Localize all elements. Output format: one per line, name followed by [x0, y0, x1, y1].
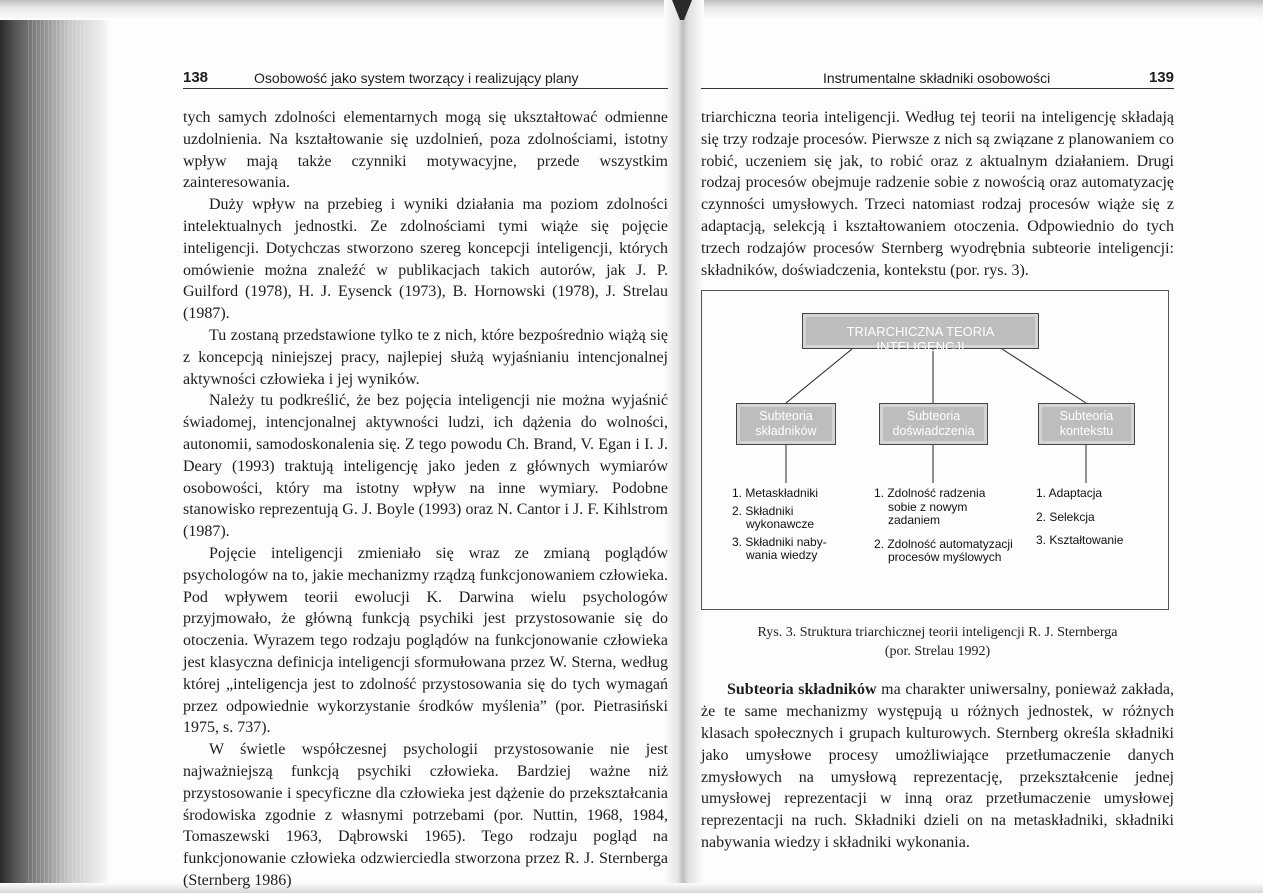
right-page — [701, 66, 1174, 854]
paragraph: Duży wpływ na przebieg i wyniki działania ma poziom zdolności intelektualnych jednostki. Ze zdolnościami tymi wiąże się pojęcie inteligencji. Dotychczas stworzono szereg koncepcji inteligencji, których omówienie można znaleźć w publikacjach takich autorów, jak J. P. Guilford (1978), H. J. Eysenck (1973), B. Hornowski (1978), J. Strelau (1987). — [183, 196, 668, 323]
box-label: Subteoria — [906, 409, 961, 424]
box-label: Subteoria — [1059, 409, 1114, 424]
bold-term: Subteoria składników — [727, 681, 877, 699]
right-page-number: 139 — [1148, 69, 1174, 86]
list-item: wykonawcze — [746, 517, 815, 532]
list-item: sobie z nowym — [888, 499, 968, 514]
box-label: doświadczenia — [892, 424, 975, 439]
box-label: składników — [755, 424, 817, 439]
diagram-box-kontekstu — [1038, 403, 1135, 445]
list-item: 2. Zdolność automatyzacji — [874, 536, 1013, 551]
book-gutter — [664, 0, 704, 893]
connector-line — [1002, 349, 1086, 403]
paragraph — [701, 679, 1174, 853]
list-item: zadaniem — [888, 513, 941, 528]
diagram-list-kontekstu — [1036, 487, 1156, 552]
right-body-text — [701, 107, 1174, 281]
right-running-head — [701, 66, 1174, 89]
figure-caption — [701, 623, 1174, 661]
paragraph: Należy tu podkreślić, że bez pojęcia inteligencji nie można wyjaśnić świadomej, intencjonalnej aktywności ludzi, ich dążenia do wolności, autonomii, samodoskonalenia się. Z tego powodu Ch. Brand, V. Egan i I. J. Deary (1993) traktują inteligencję jako jeden z głównych wymiarów osobowości, który ma istotny wpływ na inne wymiary. Podobne stanowisko reprezentują G. J. Boyle (1993) oraz N. Cantor i J. F. Kihlstrom (1987). — [183, 392, 668, 541]
list-item: 2. Składniki — [732, 503, 794, 518]
diagram-top-box: TRIARCHICZNA TEORIA INTELIGENCJI — [802, 313, 1039, 349]
caption-line: Rys. 3. Struktura triarchicznej teorii inteligencji R. J. Sternberga — [757, 625, 1118, 641]
caption-line: (por. Strelau 1992) — [884, 644, 991, 660]
diagram-box-doswiadczenia — [879, 403, 988, 445]
intro-paragraph: triarchiczna teoria inteligencji. Według tej teorii na inteligencję składają się trzy rodzaje procesów. Pierwsze z nich są związane z planowaniem co robić, uczeniem się jak, to robić oraz z aktualnym działaniem. Drugi rodzaj procesów obejmuje radzenie sobie z nowością oraz automatyzację czynności umysłowych. Trzeci natomiast rodzaj procesów wiąże się z adaptacją, selekcją i kształtowaniem otoczenia. Odpowiednio do tych trzech rodzajów procesów Sternberg wyodrębnia subteorie inteligencji: składników, doświadczenia, kontekstu (por. rys. 3). — [701, 109, 1174, 279]
list-item: 2. Selekcja — [1036, 509, 1095, 524]
left-page-number: 138 — [183, 69, 209, 86]
left-running-title: Osobowość jako system tworzący i realizujący plany — [254, 70, 579, 86]
list-item: procesów myślowych — [888, 550, 1002, 565]
diagram-list-skladnikow — [732, 487, 862, 567]
list-item: 1. Metaskładniki — [732, 486, 819, 501]
triarchic-theory-diagram — [701, 290, 1169, 610]
diagram-list-doswiadczenia — [874, 487, 1034, 569]
left-body-text — [183, 107, 668, 892]
box-label: kontekstu — [1059, 424, 1114, 439]
box-label: Subteoria — [759, 409, 813, 424]
list-item: 3. Składniki naby- — [732, 534, 827, 549]
paragraph: tych samych zdolności elementarnych mogą się ukształtować odmienne uzdolnienia. Na kształtowanie się uzdolnień, poza zdolnościami, istotny wpływ mają także czynniki motywacyjne, przede wszystkim zainteresowania. — [183, 109, 668, 192]
left-page — [183, 66, 668, 892]
paragraph: W świetle współczesnej psychologii przystosowanie nie jest najważniejszą funkcją psychiki człowieka. Bardziej ważne niż przystosowanie i specyficzne dla człowieka jest dążenie do przekształcania środowiska zgodnie z własnymi potrzebami (por. Nuttin, 1968, 1984, Tomaszewski 1963, Dąbrowski 1965). Tego rodzaju pogląd na funkcjonowanie człowieka odzwierciedla stworzona przez R. J. Sternberga (Sternberg 1986) — [183, 741, 668, 889]
connector-line — [786, 349, 852, 403]
diagram-box-skladnikow — [736, 403, 836, 445]
list-item: wania wiedzy — [746, 548, 818, 563]
list-item: 1. Zdolność radzenia — [874, 486, 986, 501]
right-body-text-after-figure — [701, 679, 1174, 853]
top-scan-border — [0, 0, 1263, 20]
left-running-head — [183, 66, 668, 89]
list-item: 3. Kształtowanie — [1036, 533, 1124, 548]
page-stack-edges — [28, 0, 88, 893]
paragraph-text: ma charakter uniwersalny, ponieważ zakłada, że te same mechanizmy występują u różnych jednostek, w różnych klasach społecznych i grupach kulturowych. Sternberg określa składniki jako umysłowe procesy umożliwiające przetłumaczenie danych zmysłowych na umysłową reprezentację, przekształcenie jednej umysłowej reprezentacji w inną oraz przetłumaczenie umysłowej reprezentacji na ruch. Składniki dzieli on na metaskładniki, składniki nabywania wiedzy i składniki wykonania. — [701, 681, 1175, 851]
paragraph: Pojęcie inteligencji zmieniało się wraz ze zmianą poglądów psychologów na to, jakie mechanizmy rządzą funkcjonowaniem człowieka. Pod wpływem teorii ewolucji K. Darwina wielu psychologów przyjmowało, że główną funkcją psychiki jest przystosowanie się do otoczenia. Wyrazem tego rodzaju poglądów na funkcjonowanie człowieka jest klasyczna definicja inteligencji sformułowana przez W. Sterna, według której „inteligencja jest to zdolność przystosowania się do tych wymagań przez odpowiednie wykorzystanie środków myślenia” (por. Pietrasiński 1975, s. 737). — [183, 544, 668, 737]
list-item: 1. Adaptacja — [1036, 486, 1103, 501]
right-running-title: Instrumentalne składniki osobowości — [823, 70, 1051, 86]
paragraph: Tu zostaną przedstawione tylko te z nich, które bezpośrednio wiążą się z koncepcją niniejszej pracy, najlepiej służą wyjaśnianiu intencjonalnej aktywności człowieka i jej wyników. — [183, 326, 668, 388]
